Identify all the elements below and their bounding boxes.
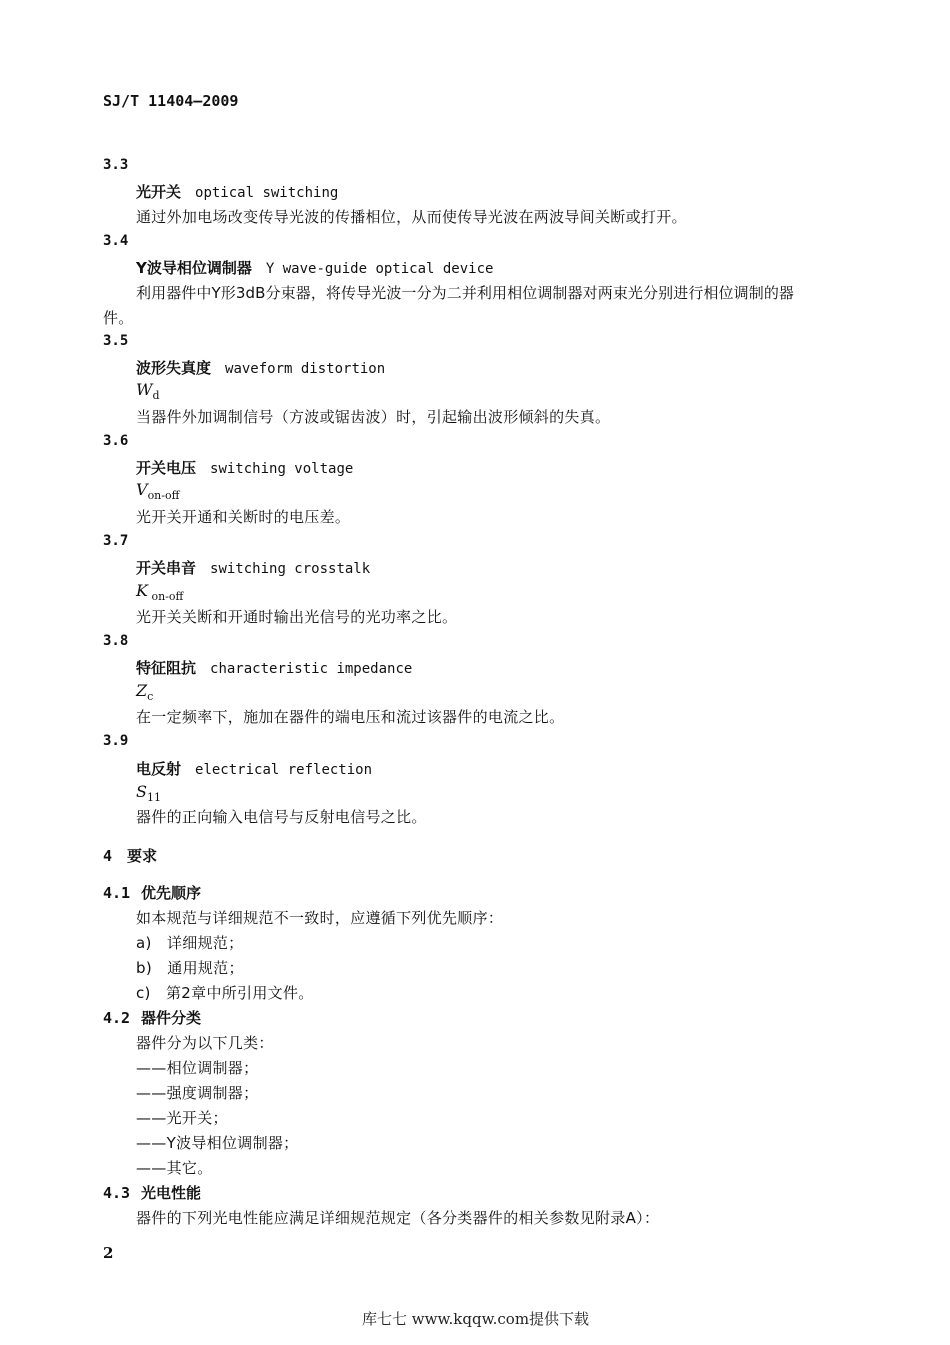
standard-code: SJ/T 11404—2009 (103, 92, 239, 110)
term-title (136, 357, 385, 378)
term-definition-continued: 件。 (103, 309, 134, 327)
term-chinese: 开关电压 (136, 459, 197, 477)
list-item: ——其它。 (136, 1159, 213, 1177)
paragraph: 器件的下列光电性能应满足详细规范规定（各分类器件的相关参数见附录A）： (136, 1209, 660, 1227)
term-number: 3.8 (103, 633, 129, 649)
term-english: waveform distortion (225, 361, 386, 377)
term-symbol: $Z_c$ (136, 681, 154, 703)
term-number: 3.6 (103, 433, 129, 449)
term-title (136, 457, 353, 478)
section-heading: 4 要求 (103, 847, 158, 865)
term-symbol: $V_{on-off}$ (136, 480, 180, 502)
term-symbol: K $_{on-off}$ (136, 581, 184, 603)
term-definition: 器件的正向输入电信号与反射电信号之比。 (136, 808, 427, 826)
term-chinese: Y波导相位调制器 (136, 259, 252, 277)
term-english: electrical reflection (195, 762, 373, 778)
term-number: 3.5 (103, 333, 129, 349)
download-footer: 库七七 www.kqqw.com提供下载 (362, 1310, 590, 1328)
subsection-heading: 4.3 光电性能 (103, 1184, 202, 1202)
term-definition: 在一定频率下，施加在器件的端电压和流过该器件的电流之比。 (136, 708, 565, 726)
subsection-heading: 4.1 优先顺序 (103, 884, 202, 902)
term-number: 3.4 (103, 233, 129, 249)
subsection-heading: 4.2 器件分类 (103, 1009, 202, 1027)
list-item: b) 通用规范； (136, 959, 244, 977)
term-definition: 光开关关断和开通时输出光信号的光功率之比。 (136, 608, 458, 626)
list-item: ——强度调制器； (136, 1084, 259, 1102)
term-symbol: $W_d$ (136, 380, 160, 402)
list-item: ——光开关； (136, 1109, 228, 1127)
term-english: characteristic impedance (210, 661, 413, 677)
term-definition: 光开关开通和关断时的电压差。 (136, 508, 351, 526)
paragraph: 如本规范与详细规范不一致时，应遵循下列优先顺序： (136, 909, 504, 927)
term-english: switching crosstalk (210, 561, 371, 577)
term-english: Y wave-guide optical device (265, 261, 494, 277)
term-title (136, 657, 412, 678)
term-chinese: 开关串音 (136, 559, 197, 577)
page-number: 2 (103, 1244, 114, 1262)
term-title (136, 181, 338, 202)
term-english: optical switching (195, 185, 339, 201)
list-item: c) 第2章中所引用文件。 (136, 984, 314, 1002)
term-symbol: $S_{11}$ (136, 782, 161, 804)
term-definition: 通过外加电场改变传导光波的传播相位，从而使传导光波在两波导间关断或打开。 (136, 208, 687, 226)
term-english: switching voltage (210, 461, 354, 477)
term-chinese: 特征阻抗 (136, 659, 197, 677)
term-definition: 当器件外加调制信号（方波或锯齿波）时，引起输出波形倾斜的失真。 (136, 408, 611, 426)
list-item: a) 详细规范； (136, 934, 244, 952)
term-number: 3.3 (103, 157, 129, 173)
term-title (136, 557, 370, 578)
term-chinese: 电反射 (136, 760, 182, 778)
list-item: ——相位调制器； (136, 1059, 259, 1077)
paragraph: 器件分为以下几类： (136, 1034, 274, 1052)
term-chinese: 波形失真度 (136, 359, 212, 377)
term-title (136, 758, 372, 779)
term-definition: 利用器件中Y形3dB分束器，将传导光波一分为二并利用相位调制器对两束光分别进行相位调制的器 (136, 284, 795, 302)
term-number: 3.9 (103, 733, 129, 749)
term-number: 3.7 (103, 533, 129, 549)
term-title (136, 257, 493, 278)
list-item: ——Y波导相位调制器； (136, 1134, 299, 1152)
term-chinese: 光开关 (136, 183, 182, 201)
